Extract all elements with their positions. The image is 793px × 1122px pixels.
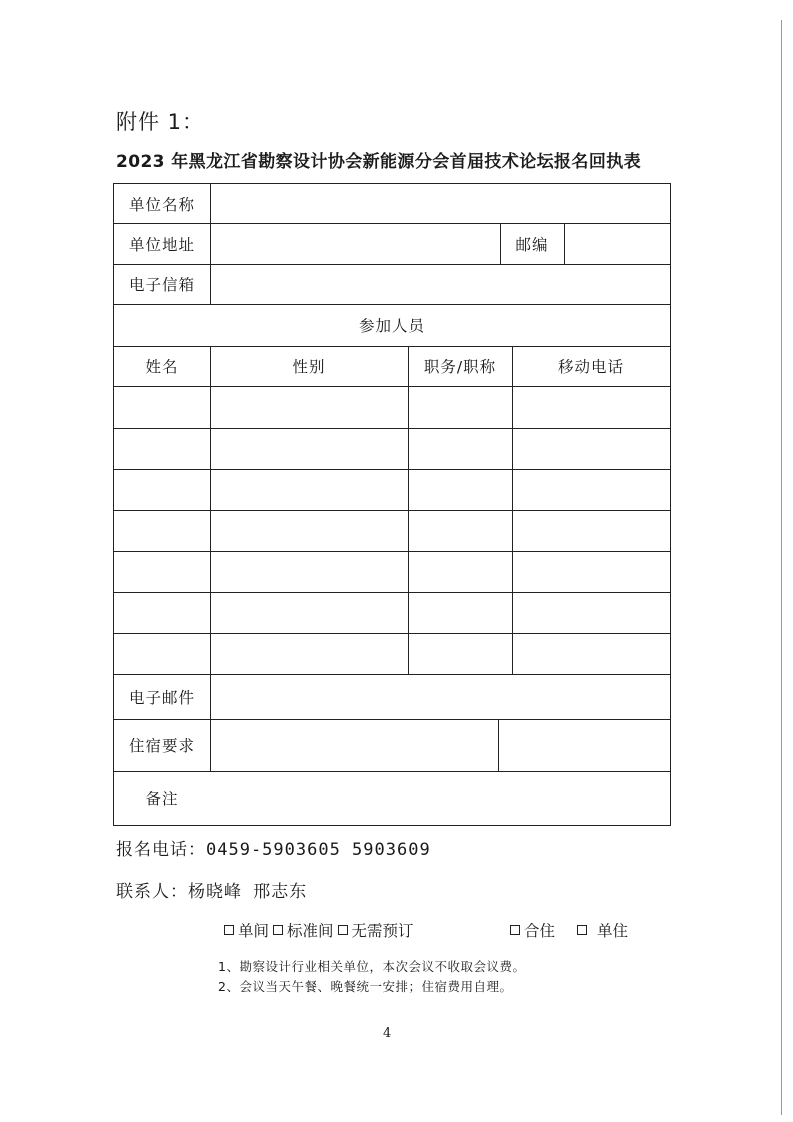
col-divider xyxy=(498,719,499,771)
registration-phone: 报名电话：0459-5903605 5903609 xyxy=(116,840,431,860)
option-single-room[interactable] xyxy=(220,919,269,941)
col-header-mobile: 移动电话 xyxy=(557,358,624,376)
col-divider xyxy=(210,346,211,771)
remark-line: 1、勘察设计行业相关单位，本次会议不收取会议费。 xyxy=(218,959,526,974)
page-number: 4 xyxy=(383,1026,392,1041)
option-label: 单间 xyxy=(238,922,270,940)
col-divider xyxy=(210,184,211,304)
row-divider xyxy=(114,551,670,552)
col-header-title: 职务/职称 xyxy=(423,358,497,376)
unit-address-label: 单位地址 xyxy=(128,235,195,254)
col-divider xyxy=(408,346,409,674)
option-standard-room[interactable] xyxy=(269,919,334,941)
email2-label: 电子邮件 xyxy=(128,688,195,707)
unit-name-label: 单位名称 xyxy=(128,195,195,214)
option-label: 合住 xyxy=(524,922,556,940)
form-title: 2023 年黑龙江省勘察设计协会新能源分会首届技术论坛报名回执表 xyxy=(116,152,642,172)
postcode-label: 邮编 xyxy=(515,235,549,254)
scan-edge-line xyxy=(781,20,782,1115)
option-label: 标准间 xyxy=(287,922,334,940)
row-divider xyxy=(114,592,670,593)
remarks-text xyxy=(218,957,525,997)
option-shared[interactable] xyxy=(506,919,555,941)
checkbox-icon[interactable] xyxy=(224,925,234,935)
attachment-label: 附件 1： xyxy=(116,110,205,134)
participants-header: 参加人员 xyxy=(358,317,425,335)
contact-persons: 联系人：杨晓峰 邢志东 xyxy=(116,882,308,902)
option-single[interactable] xyxy=(573,919,628,941)
row-divider xyxy=(114,633,670,634)
option-no-booking[interactable] xyxy=(334,919,414,941)
checkbox-icon[interactable] xyxy=(338,925,348,935)
row-divider xyxy=(114,386,670,387)
remark-line: 2、会议当天午餐、晚餐统一安排；住宿费用自理。 xyxy=(218,979,513,994)
col-header-gender: 性别 xyxy=(292,358,326,376)
col-header-name: 姓名 xyxy=(145,358,179,376)
lodging-label: 住宿要求 xyxy=(128,737,195,755)
sharing-options xyxy=(506,911,628,949)
col-divider xyxy=(512,346,513,674)
row-divider xyxy=(114,469,670,470)
email-label: 电子信箱 xyxy=(128,276,195,294)
checkbox-icon[interactable] xyxy=(273,925,283,935)
row-divider xyxy=(114,428,670,429)
checkbox-icon[interactable] xyxy=(577,925,587,935)
option-label: 无需预订 xyxy=(351,922,414,940)
row-divider xyxy=(114,510,670,511)
lodging-options xyxy=(220,911,414,949)
checkbox-icon[interactable] xyxy=(510,925,520,935)
col-divider xyxy=(564,223,565,264)
option-label: 单住 xyxy=(597,922,629,940)
remarks-label: 备注 xyxy=(145,790,179,808)
